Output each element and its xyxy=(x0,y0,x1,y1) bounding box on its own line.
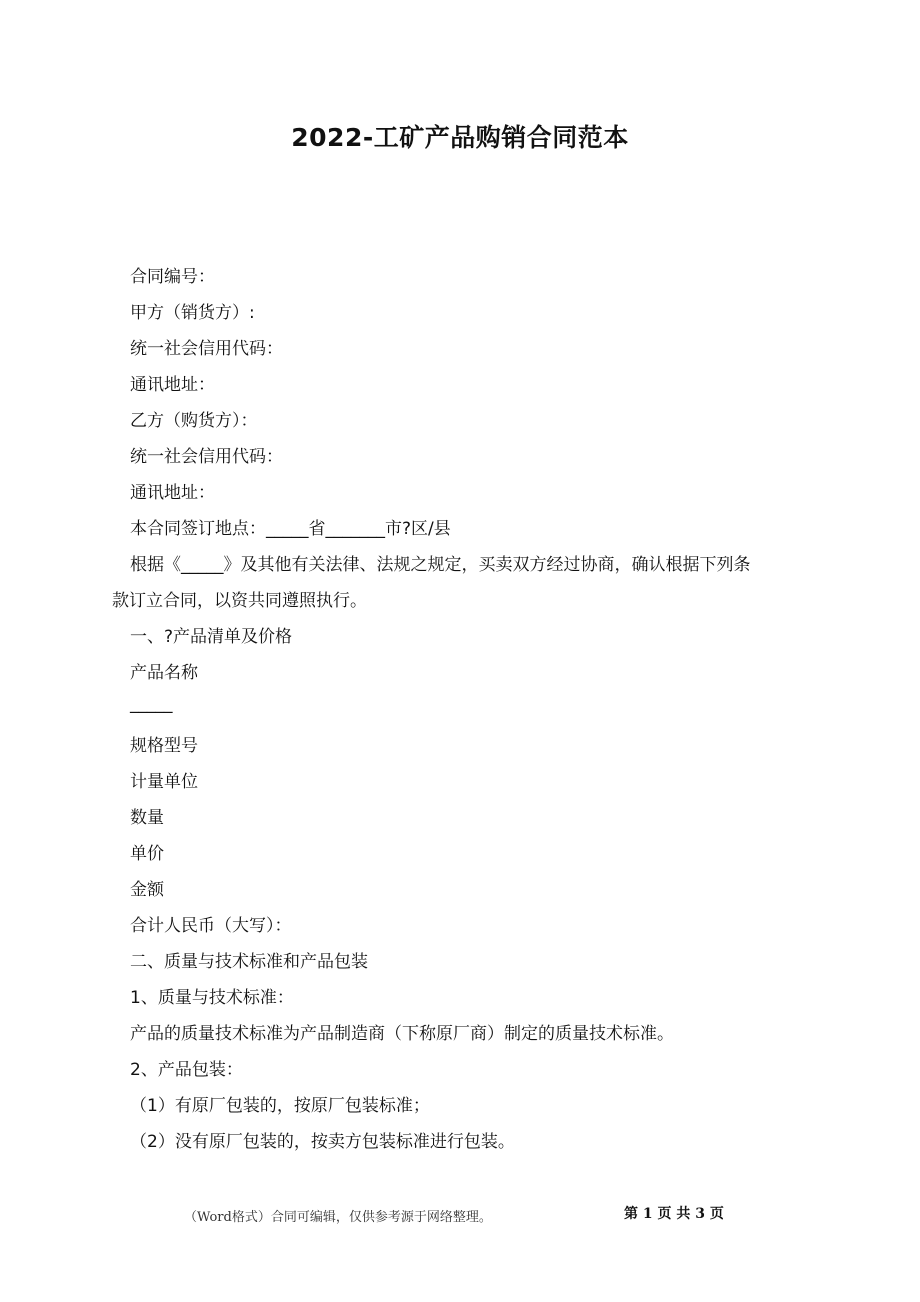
page-title: 2022-工矿产品购销合同范本 xyxy=(291,123,629,152)
total-rmb-line: 合计人民币（大写）： xyxy=(130,916,292,936)
packaging-heading: 2、产品包装： xyxy=(130,1060,243,1080)
footer-note: （Word格式）合同可编辑，仅供参考源于网络整理。 xyxy=(184,1210,492,1225)
contract-number-line: 合同编号： xyxy=(130,267,215,287)
page-indicator: 第 1 页 共 3 页 xyxy=(624,1206,724,1222)
signing-place-line: 本合同签订地点：_____省_______市?区/县 xyxy=(130,519,451,539)
packaging-item-1: （1）有原厂包装的，按原厂包装标准； xyxy=(130,1096,430,1116)
packaging-item-2: （2）没有原厂包装的，按卖方包装标准进行包装。 xyxy=(130,1132,515,1152)
unit-price-line: 单价 xyxy=(130,844,164,864)
product-name-line: 产品名称 xyxy=(130,663,198,683)
product-name-blank: _____ xyxy=(130,694,173,714)
quantity-line: 数量 xyxy=(130,808,164,828)
preamble-line-2: 款订立合同，以资共同遵照执行。 xyxy=(112,591,367,611)
preamble-line-1: 根据《_____》及其他有关法律、法规之规定，买卖双方经过协商，确认根据下列条 xyxy=(130,555,751,575)
party-b-address-line: 通讯地址： xyxy=(130,483,215,503)
quality-standard-text: 产品的质量技术标准为产品制造商（下称原厂商）制定的质量技术标准。 xyxy=(130,1024,674,1044)
amount-line: 金额 xyxy=(130,880,164,900)
party-b-line: 乙方（购货方）： xyxy=(130,411,258,431)
section-2-heading: 二、质量与技术标准和产品包装 xyxy=(130,952,368,972)
section-1-heading: 一、?产品清单及价格 xyxy=(130,627,293,647)
party-b-credit-code-line: 统一社会信用代码： xyxy=(130,447,283,467)
spec-model-line: 规格型号 xyxy=(130,736,198,756)
party-a-credit-code-line: 统一社会信用代码： xyxy=(130,339,283,359)
quality-standard-heading: 1、质量与技术标准： xyxy=(130,988,294,1008)
party-a-line: 甲方（销货方）: xyxy=(130,303,255,323)
unit-line: 计量单位 xyxy=(130,772,198,792)
party-a-address-line: 通讯地址： xyxy=(130,375,215,395)
